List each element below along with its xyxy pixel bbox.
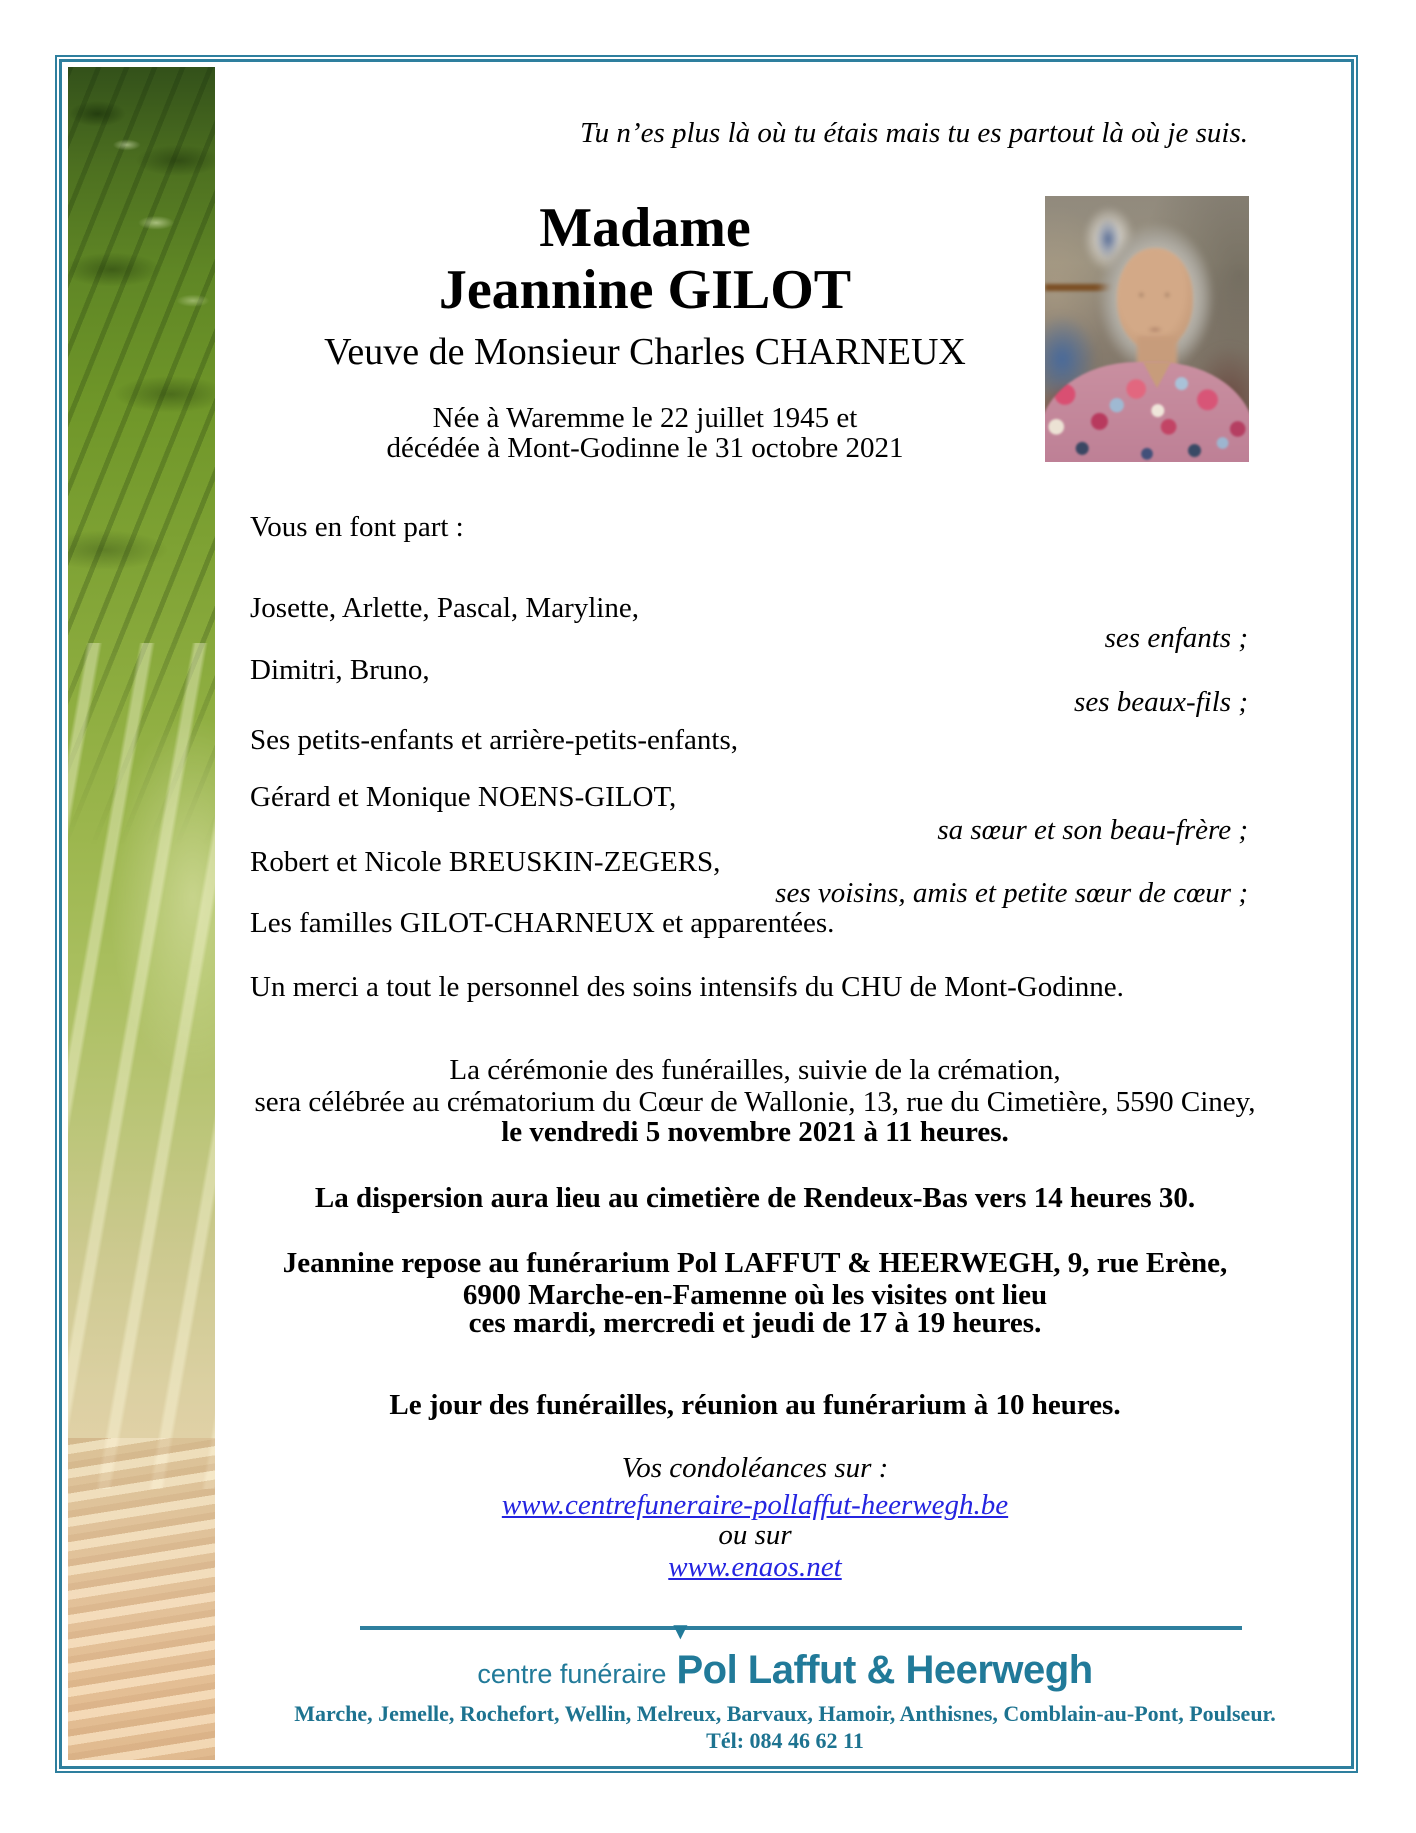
family-relation-line: sa sœur et son beau-frère ; <box>937 814 1248 846</box>
brand-small-label: centre funéraire <box>477 1659 667 1689</box>
intro-line: Vous en font part : <box>250 511 464 543</box>
path-texture <box>68 1438 215 1760</box>
condolences-link-1[interactable]: www.centrefuneraire-pollaffut-heerwegh.be <box>501 1489 1009 1521</box>
thanks-line: Un merci a tout le personnel des soins intensifs du CHU de Mont-Godinne. <box>250 971 1124 1003</box>
title-madame: Madame <box>539 197 751 259</box>
family-names-line: Gérard et Monique NOENS-GILOT, <box>250 781 677 813</box>
family-relation-line: ses voisins, amis et petite sœur de cœur ; <box>775 877 1248 909</box>
family-relation-line: ses beaux-fils ; <box>1074 686 1248 718</box>
brand-triangle-icon: ▼ <box>668 1618 693 1645</box>
ceremony-line-1: La cérémonie des funérailles, suivie de la crémation, <box>449 1054 1061 1086</box>
condolences-intro: Vos condoléances sur : <box>621 1452 889 1484</box>
funeral-home-logo <box>320 1618 1250 1693</box>
quote-text: Tu n’es plus là où tu étais mais tu es partout là où je suis. <box>580 117 1248 149</box>
birth-line: Née à Waremme le 22 juillet 1945 et <box>432 402 858 434</box>
footer-divider-rule <box>360 1626 1242 1630</box>
condolences-link-2-row <box>250 1549 1260 1585</box>
family-names-line: Ses petits-enfants et arrière-petits-enfants, <box>250 724 738 756</box>
family-relation-line: ses enfants ; <box>1104 622 1248 654</box>
condolences-or: ou sur <box>718 1519 792 1551</box>
death-line: décédée à Mont-Godinne le 31 octobre 2021 <box>386 432 904 464</box>
family-names-line: Josette, Arlette, Pascal, Maryline, <box>250 592 639 624</box>
ceremony-date-line: le vendredi 5 novembre 2021 à 11 heures. <box>501 1116 1009 1148</box>
portrait-photo <box>1045 196 1249 462</box>
portrait-face <box>1117 248 1193 350</box>
repose-line-3: ces mardi, mercredi et jeudi de 17 à 19 heures. <box>468 1307 1042 1339</box>
repose-line-2: 6900 Marche-en-Famenne où les visites ont lieu <box>462 1279 1048 1311</box>
brand-large-label: Pol Laffut & Heerwegh <box>676 1648 1093 1692</box>
family-names-line: Les familles GILOT-CHARNEUX et apparentées. <box>250 907 835 939</box>
dispersion-line: La dispersion aura lieu au cimetière de Rendeux-Bas vers 14 heures 30. <box>314 1182 1196 1214</box>
reunion-line: Le jour des funérailles, réunion au funérarium à 10 heures. <box>389 1389 1121 1421</box>
ceremony-line-2: sera célébrée au crématorium du Cœur de Wallonie, 13, rue du Cimetière, 5590 Ciney, <box>254 1086 1256 1118</box>
condolences-link-2[interactable]: www.enaos.net <box>668 1551 842 1583</box>
footer-phone: Tél: 084 46 62 11 <box>706 1728 864 1753</box>
subtitle-veuve: Veuve de Monsieur Charles CHARNEUX <box>324 331 966 373</box>
forest-path-photo <box>68 67 215 1760</box>
repose-line-1: Jeannine repose au funérarium Pol LAFFUT & HEERWEGH, 9, rue Erène, <box>282 1247 1228 1279</box>
sunray-texture <box>68 643 215 1490</box>
title-name: Jeannine GILOT <box>438 259 852 321</box>
footer-towns: Marche, Jemelle, Rochefort, Wellin, Melreux, Barvaux, Hamoir, Anthisnes, Comblain-au-Pont, Poulseur. <box>294 1701 1276 1726</box>
family-names-line: Robert et Nicole BREUSKIN-ZEGERS, <box>250 846 721 878</box>
portrait-vneck <box>1143 362 1171 388</box>
family-names-line: Dimitri, Bruno, <box>250 654 430 686</box>
